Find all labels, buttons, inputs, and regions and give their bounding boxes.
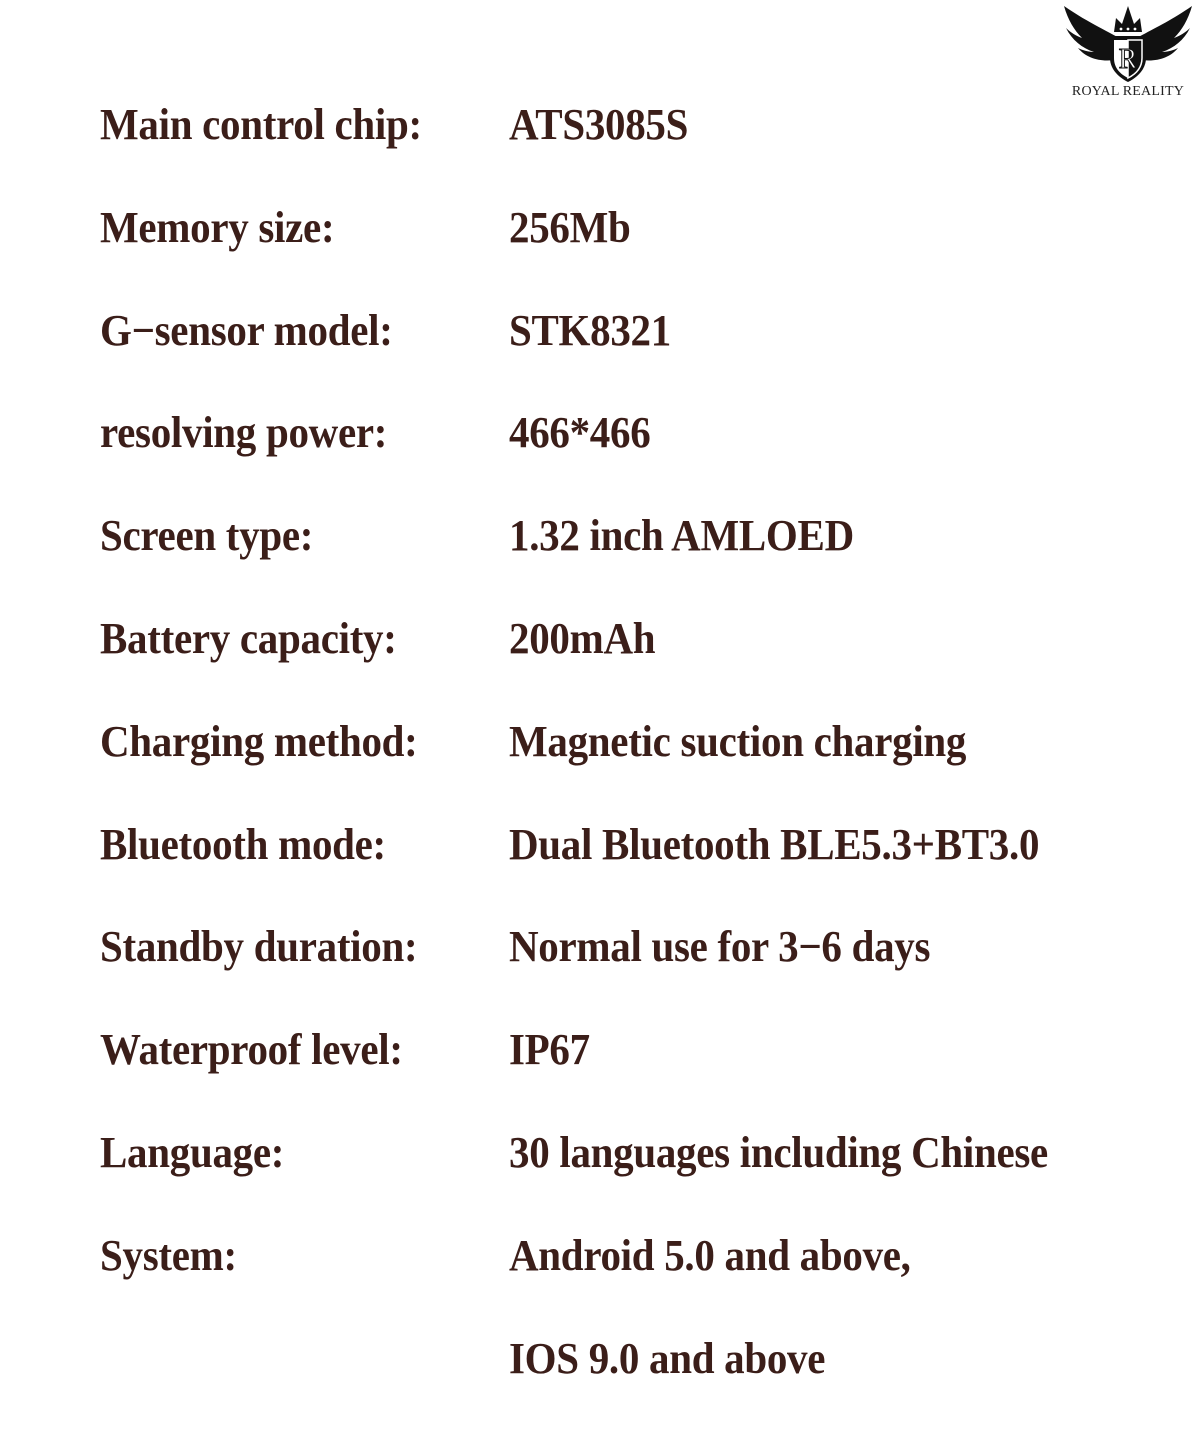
spec-label: Battery capacity:	[100, 613, 397, 663]
brand-logo	[1060, 2, 1196, 102]
spec-label: Main control chip:	[100, 99, 422, 149]
svg-text:R: R	[1118, 44, 1138, 75]
spec-label: Standby duration:	[100, 921, 418, 972]
spec-label: Bluetooth mode:	[100, 818, 386, 869]
spec-value: IOS 9.0 and above	[509, 1332, 826, 1383]
spec-row-battery-capacity	[100, 610, 1180, 713]
spec-value: Magnetic suction charging	[509, 716, 967, 766]
spec-row-resolving-power	[100, 404, 1180, 507]
spec-row-system	[100, 1227, 1180, 1330]
spec-value: ATS3085S	[509, 99, 689, 149]
spec-row-standby-duration	[100, 918, 1180, 1021]
winged-crown-shield-icon	[1060, 2, 1196, 84]
spec-row-g-sensor-model	[100, 302, 1180, 405]
spec-value: Android 5.0 and above,	[509, 1230, 911, 1280]
spec-label: Waterproof level:	[100, 1024, 403, 1075]
spec-value: STK8321	[509, 304, 671, 355]
spec-value: 256Mb	[509, 202, 631, 252]
spec-row-screen-type	[100, 507, 1180, 610]
brand-name: ROYAL REALITY	[1071, 84, 1185, 99]
spec-value: IP67	[509, 1024, 590, 1075]
spec-value: 1.32 inch AMLOED	[509, 510, 854, 561]
spec-row-language	[100, 1124, 1180, 1227]
spec-label: System:	[100, 1230, 237, 1280]
spec-label: resolving power:	[100, 407, 388, 458]
spec-label: Language:	[100, 1127, 285, 1177]
spec-row-system-continued	[100, 1330, 1180, 1433]
spec-value: 200mAh	[509, 613, 656, 663]
spec-value: Normal use for 3−6 days	[509, 921, 931, 972]
spec-row-memory-size	[100, 199, 1180, 302]
spec-value: 466*466	[509, 407, 651, 458]
spec-row-bluetooth-mode	[100, 816, 1180, 919]
spec-label: G−sensor model:	[100, 304, 393, 355]
spec-row-main-control-chip	[100, 96, 1180, 199]
spec-row-charging-method	[100, 713, 1180, 816]
spec-label: Memory size:	[100, 202, 335, 252]
spec-value: 30 languages including Chinese	[509, 1127, 1048, 1177]
spec-list	[100, 96, 1180, 1432]
spec-label: Charging method:	[100, 716, 418, 766]
spec-row-waterproof-level	[100, 1021, 1180, 1124]
spec-label: Screen type:	[100, 510, 314, 561]
spec-value: Dual Bluetooth BLE5.3+BT3.0	[509, 818, 1040, 869]
